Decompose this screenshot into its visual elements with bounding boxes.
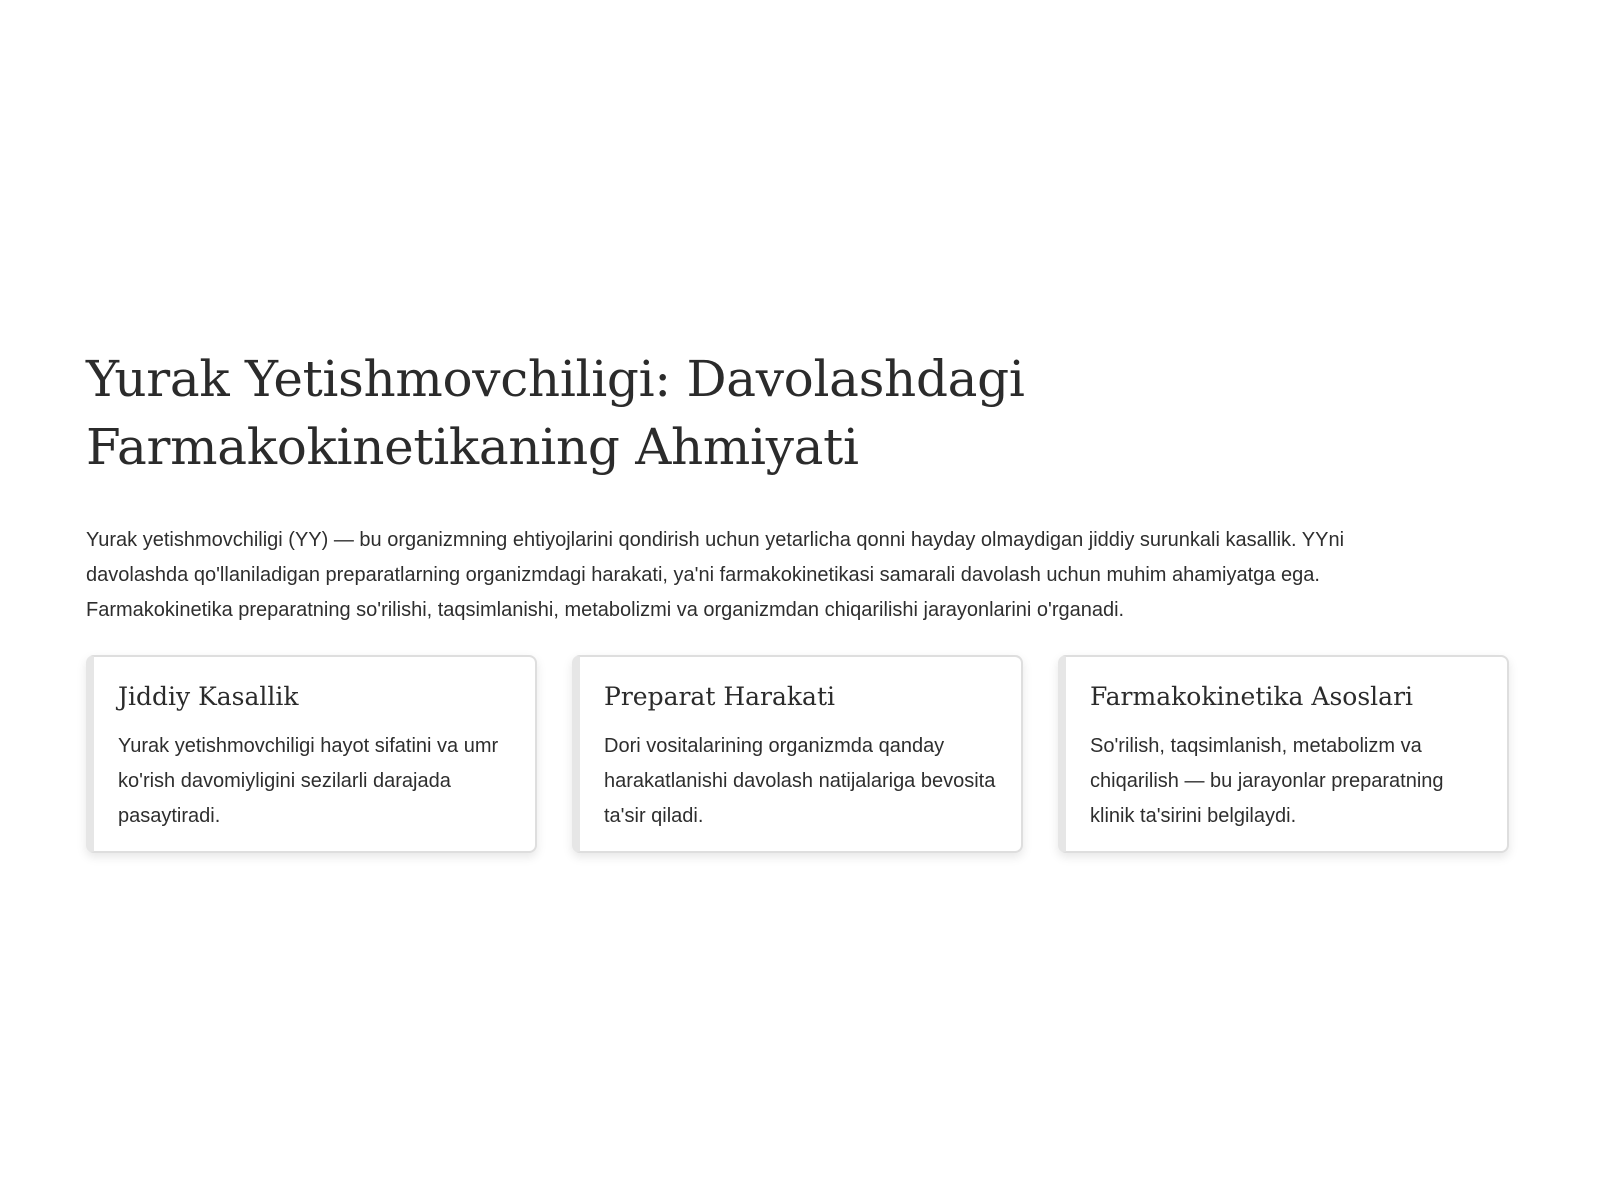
intro-paragraph: Yurak yetishmovchiligi (YY) — bu organizmning ehtiyojlarini qondirish uchun yetarlicha qonni hayday olmaydigan jiddiy surunkali kasallik. YYni davolashda qo'llaniladigan preparatlarning organizmdagi harakati, ya'ni farmakokinetikasi samarali davolash uchun muhim ahamiyatga ega. Farmakokinetika preparatning so'rilishi, taqsimlanishi, metabolizmi va organizmdan chiqarilishi jarayonlarini o'rganadi. — [86, 529, 1345, 621]
card-text: Dori vositalarining organizmda qanday harakatlanishi davolash natijalariga bevosita ta'sir qiladi. — [604, 735, 996, 827]
card-row — [86, 655, 1522, 855]
card-drug-action — [572, 655, 1023, 853]
slide-title: Yurak Yetishmovchiligi: Davolashdagi Farmakokinetikaning Ahmiyati — [86, 350, 1025, 476]
card-text: Yurak yetishmovchiligi hayot sifatini va umr ko'rish davomiyligini sezilarli darajada pasaytiradi. — [118, 735, 499, 827]
card-serious-disease — [86, 655, 537, 853]
card-pharmacokinetics-basics — [1058, 655, 1509, 853]
card-title: Farmakokinetika Asoslari — [1090, 682, 1414, 711]
card-title: Jiddiy Kasallik — [118, 682, 299, 711]
card-title: Preparat Harakati — [604, 682, 835, 711]
slide — [86, 345, 1522, 827]
card-text: So'rilish, taqsimlanish, metabolizm va chiqarilish — bu jarayonlar preparatning klinik ta'sirini belgilaydi. — [1090, 735, 1444, 827]
